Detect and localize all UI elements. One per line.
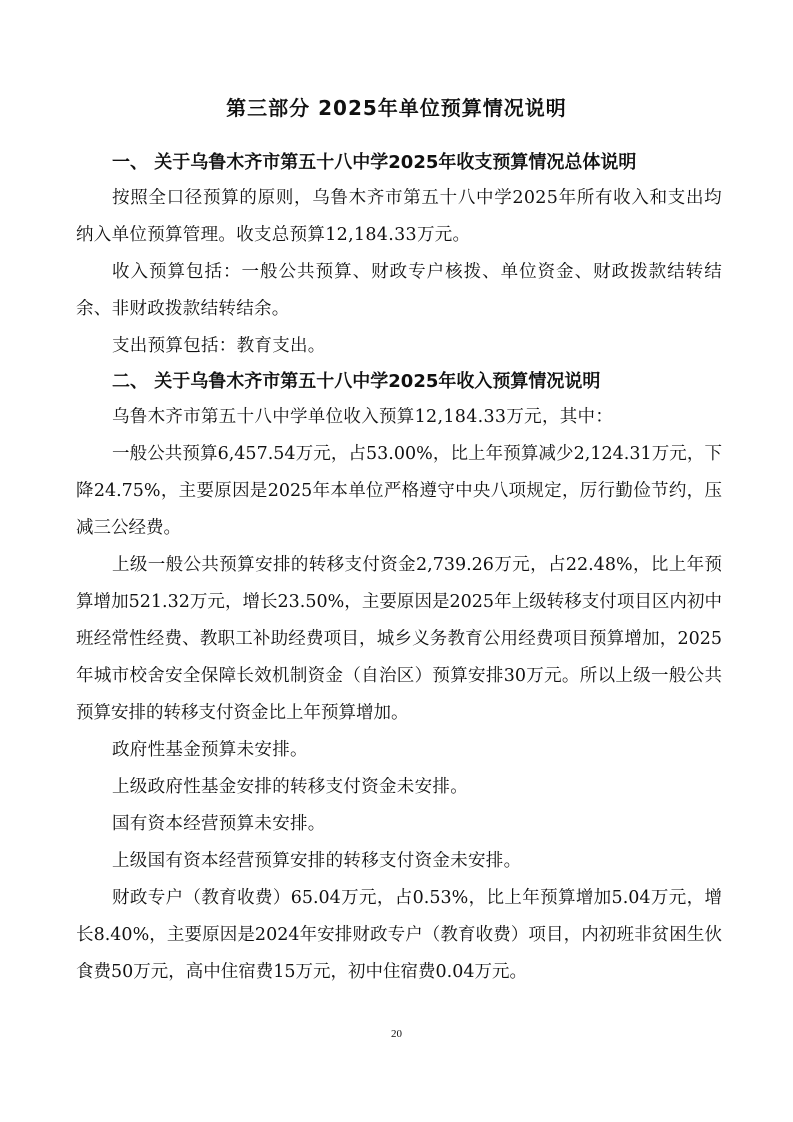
paragraph-government-fund: 政府性基金预算未安排。 — [112, 740, 308, 760]
page-number: 20 — [391, 1028, 402, 1040]
paragraph-income-scope: 收入预算包括：一般公共预算、财政专户核拨、单位资金、财政拨款结转结余、非财政拨款结转结余。 — [76, 262, 722, 319]
document-body — [76, 146, 722, 991]
paragraph-state-capital: 国有资本经营预算未安排。 — [112, 814, 326, 834]
paragraph-upper-government-fund: 上级政府性基金安排的转移支付资金未安排。 — [112, 777, 468, 797]
paragraph-general-public-budget: 一般公共预算6,457.54万元，占53.00%，比上年预算减少2,124.31万元，下降24.75%，主要原因是2025年本单位严格遵守中央八项规定，厉行勤俭节约，压减三公经费。 — [76, 444, 722, 538]
paragraph-overall-budget: 按照全口径预算的原则，乌鲁木齐市第五十八中学2025年所有收入和支出均纳入单位预算管理。收支总预算12,184.33万元。 — [76, 188, 722, 245]
paragraph-fiscal-special-account: 财政专户（教育收费）65.04万元，占0.53%，比上年预算增加5.04万元，增长8.40%，主要原因是2024年安排财政专户（教育收费）项目，内初班非贫困生伙食费50万元，高中住宿费15万元，初中住宿费0.04万元。 — [76, 888, 722, 982]
paragraph-transfer-payment: 上级一般公共预算安排的转移支付资金2,739.26万元，占22.48%，比上年预算增加521.32万元，增长23.50%，主要原因是2025年上级转移支付项目区内初中班经常性经费、教职工补助经费项目，城乡义务教育公用经费项目预算增加，2025年城市校舍安全保障长效机制资金（自治区）预算安排30万元。所以上级一般公共预算安排的转移支付资金比上年预算增加。 — [76, 555, 722, 723]
paragraph-income-total: 乌鲁木齐市第五十八中学单位收入预算12,184.33万元，其中： — [112, 407, 614, 427]
paragraph-upper-state-capital: 上级国有资本经营预算安排的转移支付资金未安排。 — [112, 851, 522, 871]
section-heading-2: 二、 关于乌鲁木齐市第五十八中学2025年收入预算情况说明 — [112, 371, 601, 392]
page-title: 第三部分 2025年单位预算情况说明 — [226, 96, 567, 120]
section-heading-1: 一、 关于乌鲁木齐市第五十八中学2025年收支预算情况总体说明 — [112, 152, 637, 173]
paragraph-expense-scope: 支出预算包括：教育支出。 — [112, 336, 326, 356]
